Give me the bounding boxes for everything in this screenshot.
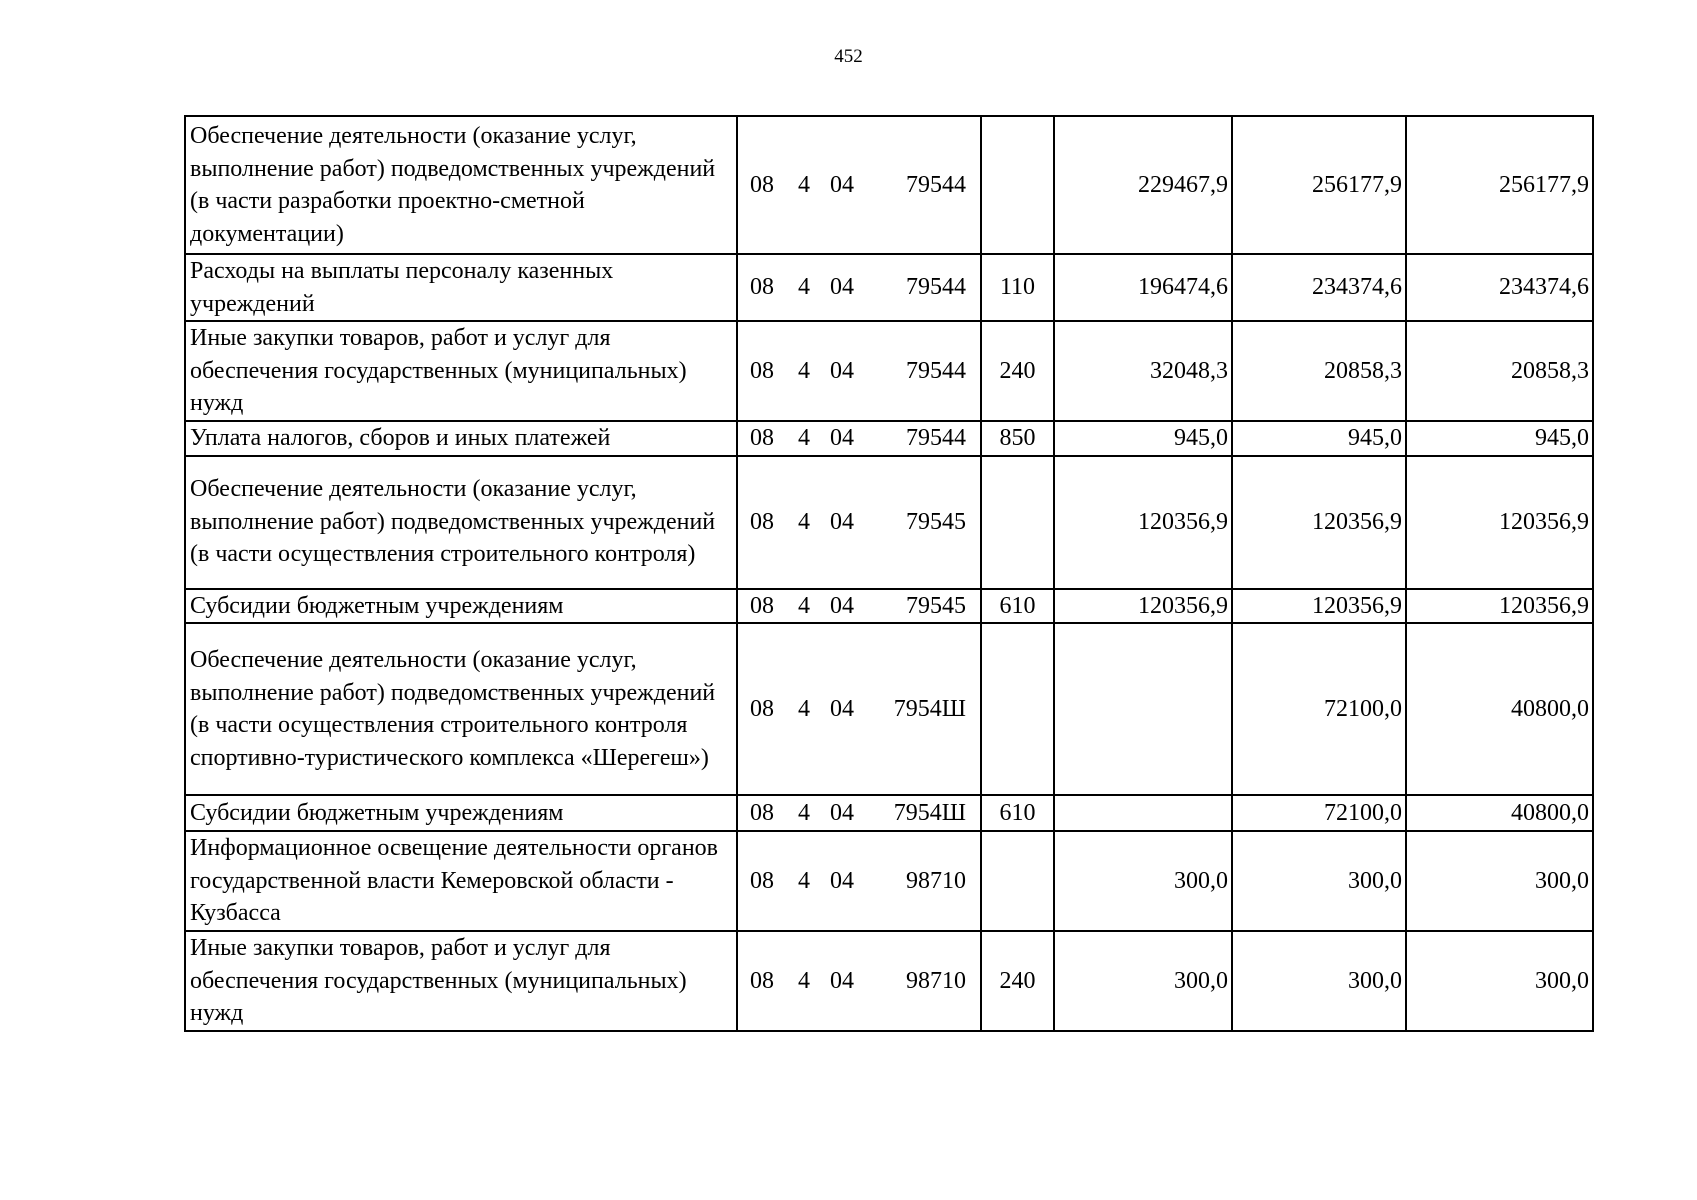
- row-expense-type: 110: [981, 254, 1054, 321]
- row-code: [737, 795, 981, 831]
- code-program: 4: [798, 171, 810, 198]
- row-sum-1: 32048,3: [1054, 321, 1232, 421]
- table-row: [185, 831, 1593, 931]
- row-sum-1: [1054, 795, 1232, 831]
- row-code: [737, 421, 981, 456]
- row-sum-3: 300,0: [1406, 931, 1593, 1031]
- code-section: 08: [750, 171, 774, 198]
- code-direction: 79544: [906, 425, 966, 451]
- code-subprogram: 04: [830, 592, 854, 619]
- row-sum-3: 945,0: [1406, 421, 1593, 456]
- code-program: 4: [798, 508, 810, 535]
- code-section: 08: [750, 357, 774, 384]
- table-row: [185, 421, 1593, 456]
- code-direction: 79545: [906, 508, 966, 535]
- row-description: Информационное освещение деятельности органов государственной власти Кемеровской области - Кузбасса: [185, 831, 737, 931]
- row-sum-2: 300,0: [1232, 831, 1406, 931]
- row-description: Обеспечение деятельности (оказание услуг, выполнение работ) подведомственных учреждений (в части осуществления строительного контроля): [185, 456, 737, 589]
- code-direction: 79545: [906, 592, 966, 619]
- row-code: [737, 589, 981, 624]
- row-description: Субсидии бюджетным учреждениям: [185, 589, 737, 624]
- code-subprogram: 04: [830, 171, 854, 198]
- code-section: 08: [750, 867, 774, 894]
- row-description: Расходы на выплаты персоналу казенных учреждений: [185, 254, 737, 321]
- row-sum-3: 234374,6: [1406, 254, 1593, 321]
- row-sum-1: 229467,9: [1054, 116, 1232, 254]
- code-subprogram: 04: [830, 799, 854, 826]
- row-expense-type: 610: [981, 589, 1054, 624]
- code-direction: 98710: [906, 867, 966, 894]
- code-section: 08: [750, 508, 774, 535]
- row-description: Обеспечение деятельности (оказание услуг, выполнение работ) подведомственных учреждений (в части осуществления строительного контроля спортивно-туристического комплекса «Шерегеш»): [185, 623, 737, 795]
- row-sum-1: 300,0: [1054, 931, 1232, 1031]
- row-code: [737, 931, 981, 1031]
- code-program: 4: [798, 799, 810, 826]
- row-sum-1: 120356,9: [1054, 589, 1232, 624]
- row-description: Обеспечение деятельности (оказание услуг, выполнение работ) подведомственных учреждений (в части разработки проектно-сметной документации): [185, 116, 737, 254]
- budget-table: [184, 115, 1594, 1032]
- code-section: 08: [750, 425, 774, 451]
- row-code: [737, 623, 981, 795]
- row-expense-type: [981, 831, 1054, 931]
- code-program: 4: [798, 357, 810, 384]
- code-program: 4: [798, 274, 810, 301]
- row-sum-2: 72100,0: [1232, 795, 1406, 831]
- row-code: [737, 456, 981, 589]
- code-program: 4: [798, 867, 810, 894]
- row-sum-2: 72100,0: [1232, 623, 1406, 795]
- row-expense-type: [981, 456, 1054, 589]
- row-expense-type: 240: [981, 931, 1054, 1031]
- code-program: 4: [798, 695, 810, 722]
- row-expense-type: 240: [981, 321, 1054, 421]
- row-sum-3: 40800,0: [1406, 795, 1593, 831]
- row-sum-1: 945,0: [1054, 421, 1232, 456]
- table-row: [185, 116, 1593, 254]
- code-section: 08: [750, 799, 774, 826]
- row-description: Уплата налогов, сборов и иных платежей: [185, 421, 737, 456]
- row-sum-2: 256177,9: [1232, 116, 1406, 254]
- code-direction: 98710: [906, 967, 966, 994]
- row-sum-2: 20858,3: [1232, 321, 1406, 421]
- row-sum-3: 120356,9: [1406, 456, 1593, 589]
- row-expense-type: [981, 116, 1054, 254]
- row-code: [737, 116, 981, 254]
- code-subprogram: 04: [830, 357, 854, 384]
- code-direction: 7954Ш: [893, 695, 966, 722]
- code-section: 08: [750, 274, 774, 301]
- table-row: [185, 795, 1593, 831]
- code-direction: 79544: [906, 274, 966, 301]
- table-row: [185, 254, 1593, 321]
- row-sum-2: 120356,9: [1232, 589, 1406, 624]
- row-sum-1: 300,0: [1054, 831, 1232, 931]
- row-sum-3: 120356,9: [1406, 589, 1593, 624]
- code-section: 08: [750, 967, 774, 994]
- row-expense-type: 610: [981, 795, 1054, 831]
- row-sum-2: 945,0: [1232, 421, 1406, 456]
- row-expense-type: [981, 623, 1054, 795]
- page-number: 452: [834, 46, 863, 67]
- table-row: [185, 931, 1593, 1031]
- row-code: [737, 831, 981, 931]
- code-program: 4: [798, 425, 810, 451]
- table-row: [185, 456, 1593, 589]
- row-sum-3: 20858,3: [1406, 321, 1593, 421]
- row-sum-2: 300,0: [1232, 931, 1406, 1031]
- row-sum-3: 40800,0: [1406, 623, 1593, 795]
- row-sum-2: 120356,9: [1232, 456, 1406, 589]
- row-expense-type: 850: [981, 421, 1054, 456]
- row-sum-3: 300,0: [1406, 831, 1593, 931]
- code-subprogram: 04: [830, 695, 854, 722]
- table-row: [185, 623, 1593, 795]
- code-direction: 79544: [906, 171, 966, 198]
- row-description: Субсидии бюджетным учреждениям: [185, 795, 737, 831]
- code-subprogram: 04: [830, 867, 854, 894]
- code-subprogram: 04: [830, 425, 854, 451]
- code-direction: 7954Ш: [893, 799, 966, 826]
- table-row: [185, 321, 1593, 421]
- row-sum-3: 256177,9: [1406, 116, 1593, 254]
- row-sum-1: 120356,9: [1054, 456, 1232, 589]
- code-program: 4: [798, 592, 810, 619]
- code-direction: 79544: [906, 357, 966, 384]
- row-sum-2: 234374,6: [1232, 254, 1406, 321]
- table-row: [185, 589, 1593, 624]
- row-sum-1: 196474,6: [1054, 254, 1232, 321]
- row-code: [737, 321, 981, 421]
- row-sum-1: [1054, 623, 1232, 795]
- code-section: 08: [750, 592, 774, 619]
- code-subprogram: 04: [830, 508, 854, 535]
- row-description: Иные закупки товаров, работ и услуг для обеспечения государственных (муниципальных) нужд: [185, 321, 737, 421]
- code-section: 08: [750, 695, 774, 722]
- row-code: [737, 254, 981, 321]
- code-program: 4: [798, 967, 810, 994]
- row-description: Иные закупки товаров, работ и услуг для обеспечения государственных (муниципальных) нужд: [185, 931, 737, 1031]
- code-subprogram: 04: [830, 274, 854, 301]
- code-subprogram: 04: [830, 967, 854, 994]
